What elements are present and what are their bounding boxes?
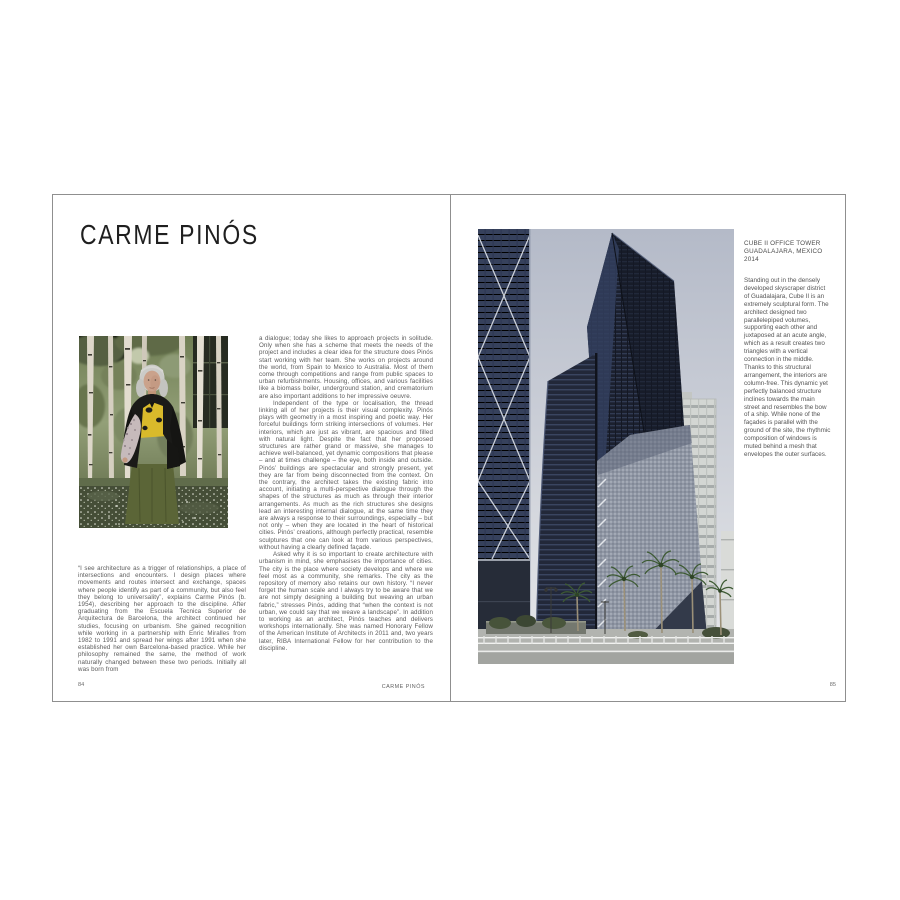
- caption-title-line2: GUADALAJARA, MEXICO 2014: [744, 248, 823, 263]
- book-spread: [52, 194, 846, 702]
- page-number-right: 85: [829, 682, 836, 688]
- running-footer: CARME PINÓS: [381, 684, 425, 690]
- photo-caption: [744, 240, 832, 459]
- glass-tower-left: [478, 229, 530, 647]
- intro-text: “I see architecture as a trigger of relationships, a place of intersections and encounters. I design places where movements and routes intersect and exchange, spaces where people identify as part of a community, but also feel they belong to universality”, explains Carme Pinós (b. 1954), describing her approach to the discipline. After graduating from the Escuela Tecnica Superior de Arquitectura de Barcelona, the architect continued her studies, focusing on urbanism. She gained recognition while working in a partnership with Enric Miralles from 1982 to 1991 and spread her wings after 1991 when she established her own Barcelona-based practice. While her philosophy remained the same, the method of work naturally changed between these two periods. Initially all was born from: [78, 565, 246, 673]
- page-title: CARME PINÓS: [80, 219, 259, 250]
- body-paragraph-3: Asked why it is so important to create architecture with urbanism in mind, she emphasises the importance of cities. The city is the place where society develops and where we feel most as a community, she remarks. The city as the repository of memory also retains our own history. “I never forget the human scale and I always try to be aware that we are not simply designing a building but weaving an urban fabric,” stresses Pinós, adding that “when the context is not urban, we could say that we weave a landscape”. In addition to working as an architect, Pinós teaches and delivers workshops internationally. She was named Honorary Fellow of the American Institute of Architects in 2011 and, two years later, RIBA International Fellow for her contribution to the discipline.: [259, 551, 433, 652]
- intro-paragraph: [78, 565, 246, 673]
- building-photo: [478, 229, 734, 664]
- body-paragraph-2: Independent of the type or localisation, the thread linking all of her projects is their visual complexity. Pinós plays with geometry in a most inspiring and poetic way. Her forceful buildings form striking intersections of volumes. Her interiors, which are just as vibrant, are spacious and filled with natural light. Despite the fact that her proposed structures are rather grand or massive, she manages to achieve well-balanced, yet dynamic compositions that please – and at times challenge – the eye, both inside and outside. Pinós’ buildings are spectacular and strongly present, yet they are far from being disconnected from the context. On the contrary, the architect takes the existing fabric into account, initiating a multi-perspective dialogue through the shapes of the structures as much as through their interior arrangements. As much as the rich structures she designs lead an interesting internal dialogue, at the same time they are always a response to their surroundings, especially – but not only – when they are located in the heart of historical cities. Pinós’ creations, although perfectly practical, resemble sculptures that one can look at from various perspectives, without having a clearly defined façade.: [259, 399, 433, 551]
- body-paragraph-1: a dialogue; today she likes to approach projects in solitude. Only when she has a scheme that meets the needs of the project and includes a clear idea for the structure does Pinós start working with her team. She works on projects around the world, from Spain to Mexico to Australia. Most of them come through competitions and range from public spaces to urban refurbishments. Housing, offices, and various facilities like a biomass boiler, underground station, and crematorium are also important additions to her impressive oeuvre.: [259, 335, 433, 400]
- body-column: [259, 335, 433, 652]
- page-number-left: 84: [78, 682, 85, 688]
- page-gutter-divider: [450, 195, 451, 701]
- caption-title-line1: CUBE II OFFICE TOWER: [744, 240, 821, 247]
- portrait-photo: [79, 336, 228, 528]
- caption-body: Standing out in the densely developed skyscraper district of Guadalajara, Cube II is an extremely sculptural form. The architect designed two parallelepiped volumes, supporting each other and juxtaposed at an acute angle, which as a result creates two triangles with a vertical connection in the middle. Thanks to this structural arrangement, the interiors are column-free. This dynamic yet perfectly balanced structure inclines towards the main street and resembles the bow of a ship. While none of the façades is parallel with the ground of the site, the rhythmic composition of windows is muted behind a mesh that envelopes the outer surfaces.: [744, 277, 831, 458]
